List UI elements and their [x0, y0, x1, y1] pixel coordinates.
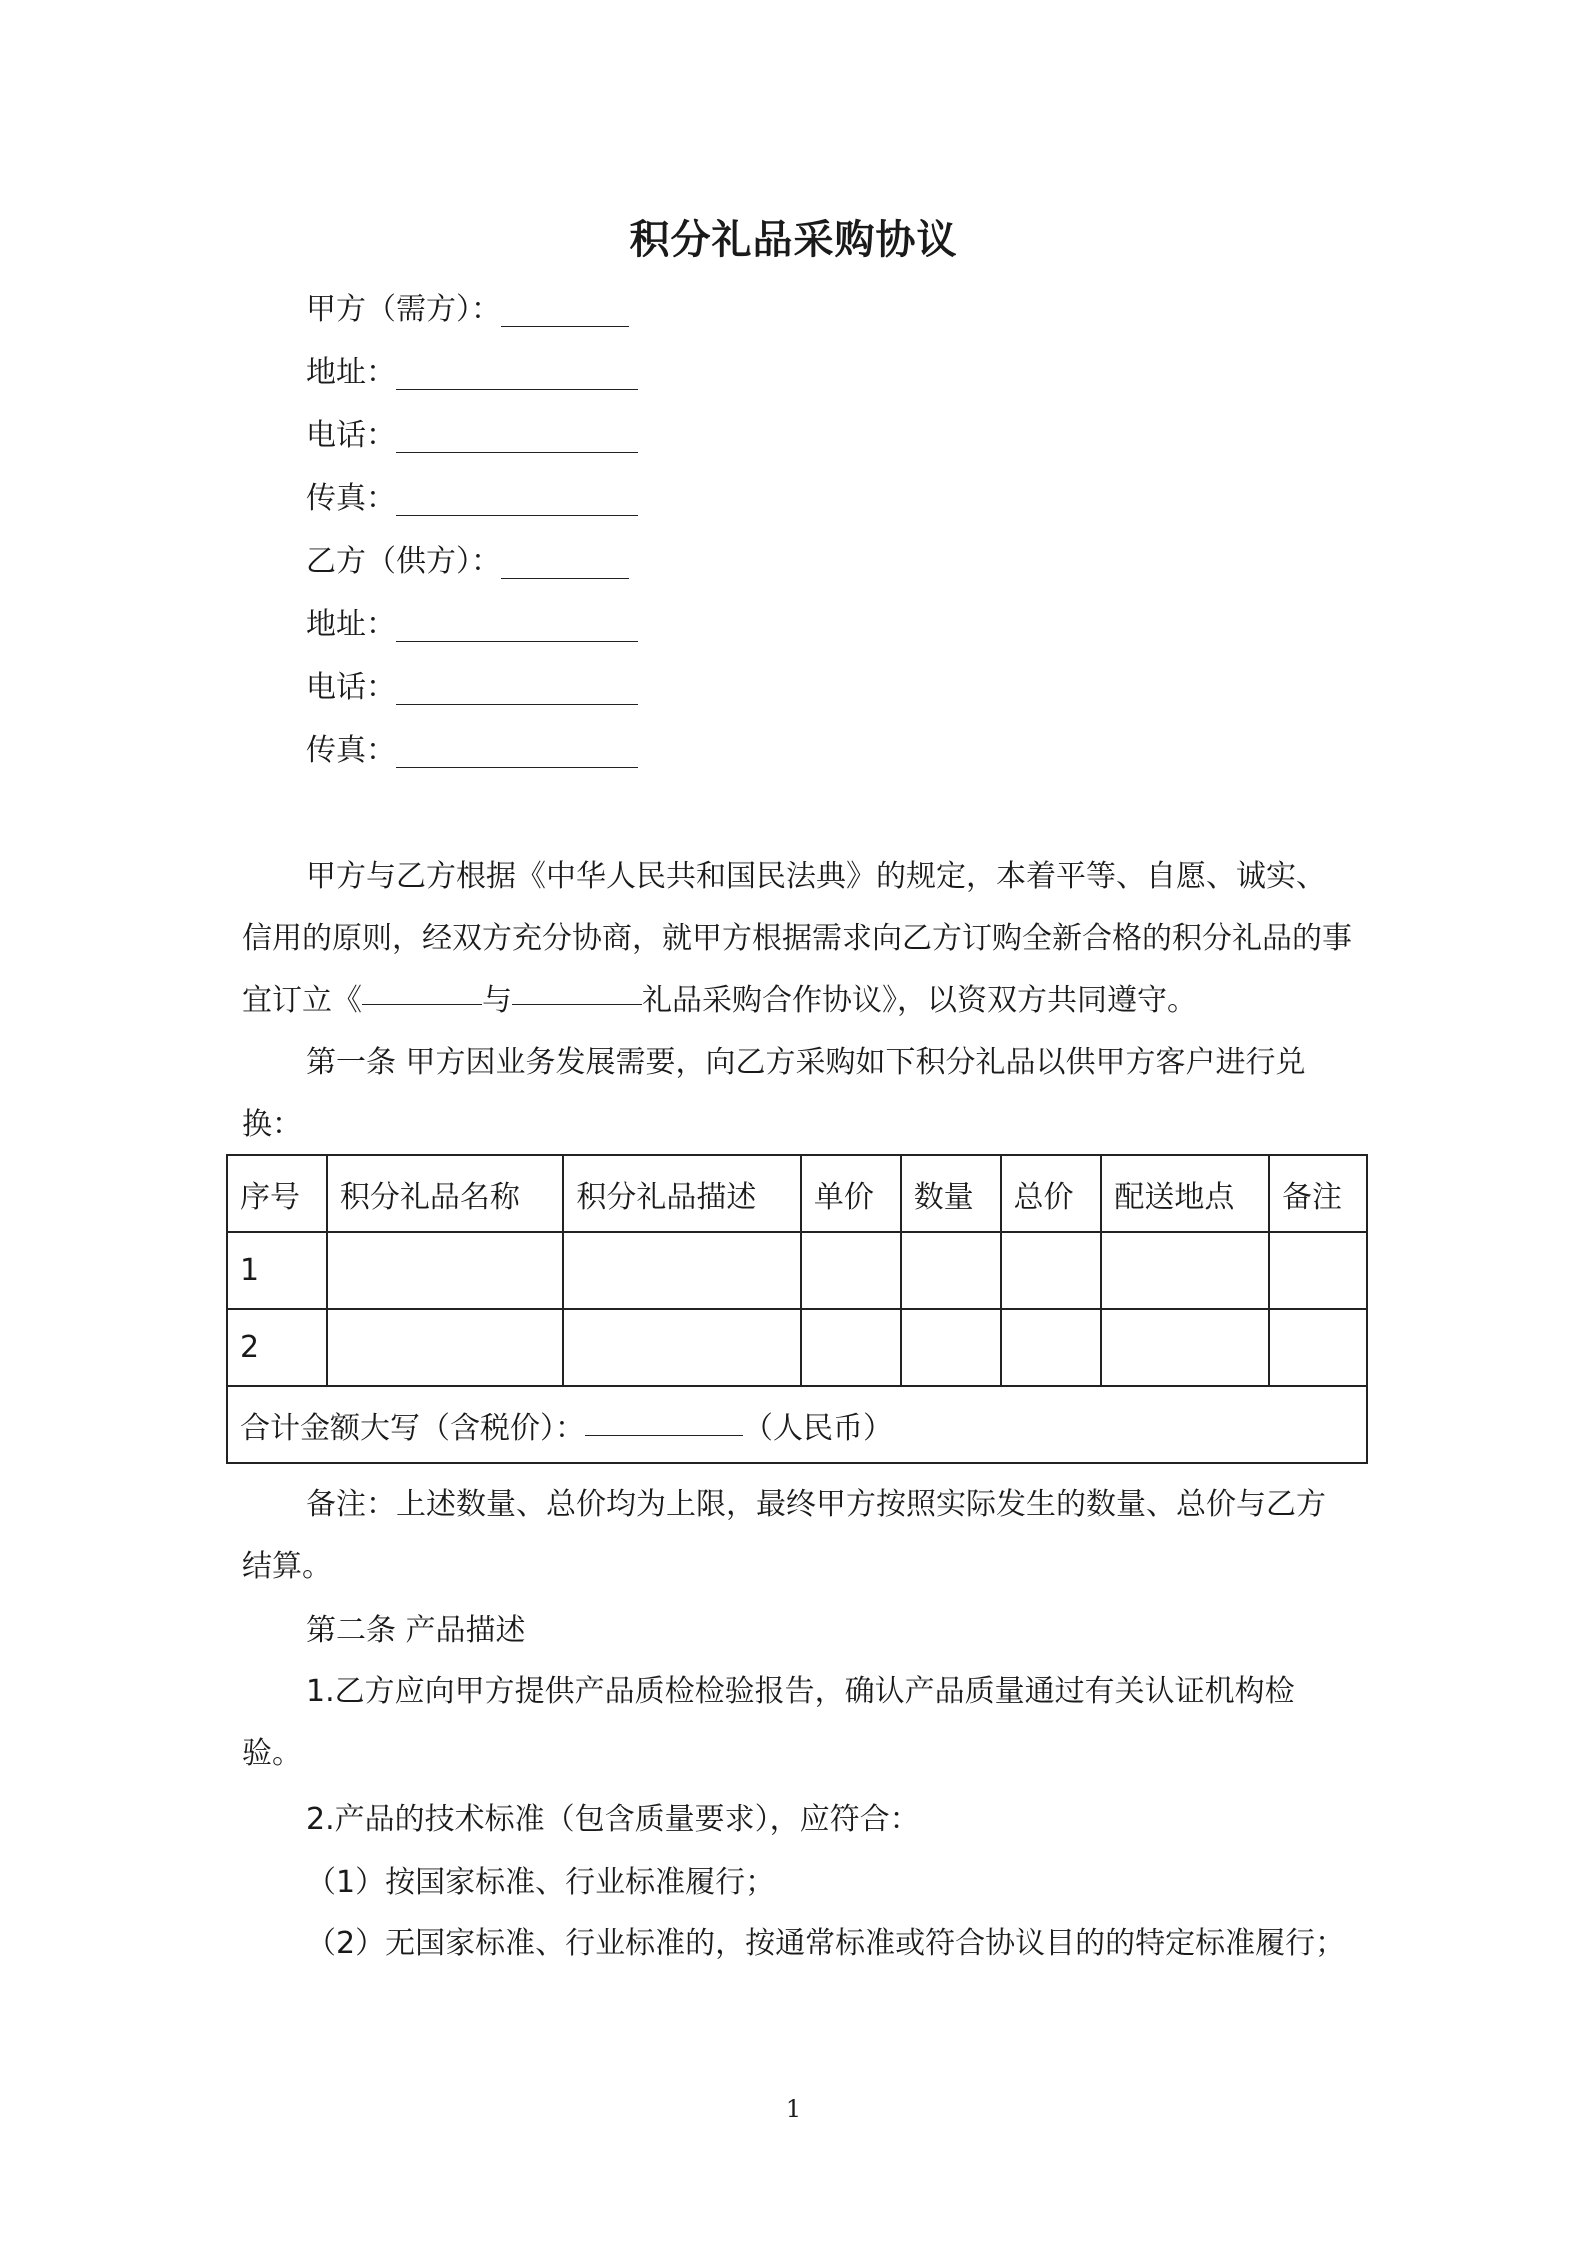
cell-unit-price[interactable] [801, 1309, 901, 1386]
party-b-address-field [306, 605, 638, 645]
party-a-fax-field [306, 479, 638, 519]
article-2-sub-1: （1）按国家标准、行业标准履行； [306, 1865, 776, 1900]
article-2-heading: 第二条 产品描述 [306, 1613, 526, 1648]
party-a-phone-blank[interactable] [396, 416, 638, 453]
cell-total-price[interactable] [1001, 1309, 1102, 1386]
intro-text-2: 与 [482, 983, 512, 1018]
party-b-label: 乙方（供方）： [306, 544, 501, 579]
header-gift-description: 积分礼品描述 [563, 1155, 801, 1232]
table-header-row [227, 1155, 1367, 1232]
table-total-row [227, 1386, 1367, 1463]
party-b-blank[interactable] [501, 542, 629, 579]
cell-gift-description[interactable] [563, 1232, 801, 1309]
note-text: 备注：上述数量、总价均为上限，最终甲方按照实际发生的数量、总价与乙方结算。 [242, 1487, 1326, 1584]
article-2-item-1 [242, 1661, 1352, 1785]
cell-gift-name[interactable] [327, 1309, 564, 1386]
article-2-item-2: 2.产品的技术标准（包含质量要求），应符合： [306, 1802, 920, 1837]
intro-text-3: 礼品采购合作协议》，以资双方共同遵守。 [642, 983, 1197, 1018]
party-a-phone-field [306, 416, 638, 456]
intro-paragraph [242, 846, 1352, 1032]
cell-gift-name[interactable] [327, 1232, 564, 1309]
party-a-fax-blank[interactable] [396, 479, 638, 516]
cell-remarks[interactable] [1269, 1232, 1367, 1309]
intro-blank-2[interactable] [512, 970, 642, 1005]
party-b-fax-blank[interactable] [396, 731, 638, 768]
intro-blank-1[interactable] [362, 970, 482, 1005]
party-b-field [306, 542, 629, 582]
cell-delivery-location[interactable] [1101, 1232, 1269, 1309]
total-amount-blank[interactable] [585, 1403, 743, 1436]
party-b-phone-label: 电话： [306, 670, 396, 705]
page-number: 1 [785, 2095, 802, 2123]
table-row [227, 1232, 1367, 1309]
total-amount-label: 合计金额大写（含税价）： [240, 1410, 585, 1446]
header-delivery-location: 配送地点 [1101, 1155, 1269, 1232]
party-b-address-label: 地址： [306, 607, 396, 642]
article-2-item-1-text: 1.乙方应向甲方提供产品质检检验报告，确认产品质量通过有关认证机构检验。 [242, 1674, 1295, 1771]
table-row [227, 1309, 1367, 1386]
cell-quantity[interactable] [901, 1232, 1001, 1309]
party-a-address-label: 地址： [306, 355, 396, 390]
intro-text-1: 甲方与乙方根据《中华人民共和国民法典》的规定，本着平等、自愿、诚实、信用的原则，经双方充分协商，就甲方根据需求向乙方订购全新合格的积分礼品的事宜订立《 [242, 859, 1352, 1018]
header-gift-name: 积分礼品名称 [327, 1155, 564, 1232]
row-index: 2 [227, 1309, 327, 1386]
header-index: 序号 [227, 1155, 327, 1232]
article-1-text: 第一条 甲方因业务发展需要，向乙方采购如下积分礼品以供甲方客户进行兑换： [242, 1045, 1306, 1142]
party-a-phone-label: 电话： [306, 418, 396, 453]
party-b-address-blank[interactable] [396, 605, 638, 642]
header-total-price: 总价 [1001, 1155, 1102, 1232]
cell-unit-price[interactable] [801, 1232, 901, 1309]
party-a-field [306, 290, 629, 330]
cell-quantity[interactable] [901, 1309, 1001, 1386]
row-index: 1 [227, 1232, 327, 1309]
party-a-label: 甲方（需方）： [306, 292, 501, 327]
cell-total-price[interactable] [1001, 1232, 1102, 1309]
article-1-paragraph [242, 1032, 1352, 1156]
total-amount-cell [227, 1386, 1367, 1463]
party-a-fax-label: 传真： [306, 481, 396, 516]
article-2-sub-2-text: （2）无国家标准、行业标准的，按通常标准或符合协议目的的特定标准履行； [306, 1926, 1346, 1961]
header-quantity: 数量 [901, 1155, 1001, 1232]
party-b-phone-field [306, 668, 638, 708]
party-b-fax-label: 传真： [306, 733, 396, 768]
cell-gift-description[interactable] [563, 1309, 801, 1386]
total-amount-suffix: （人民币） [743, 1410, 893, 1446]
party-b-phone-blank[interactable] [396, 668, 638, 705]
article-2-sub-2 [242, 1913, 1352, 1975]
party-b-fax-field [306, 731, 638, 771]
note-paragraph [242, 1474, 1352, 1598]
cell-delivery-location[interactable] [1101, 1309, 1269, 1386]
document-title: 积分礼品采购协议 [629, 216, 958, 263]
gift-table [226, 1154, 1368, 1464]
header-remarks: 备注 [1269, 1155, 1367, 1232]
party-a-blank[interactable] [501, 290, 629, 327]
header-unit-price: 单价 [801, 1155, 901, 1232]
cell-remarks[interactable] [1269, 1309, 1367, 1386]
party-a-address-field [306, 353, 638, 393]
party-a-address-blank[interactable] [396, 353, 638, 390]
